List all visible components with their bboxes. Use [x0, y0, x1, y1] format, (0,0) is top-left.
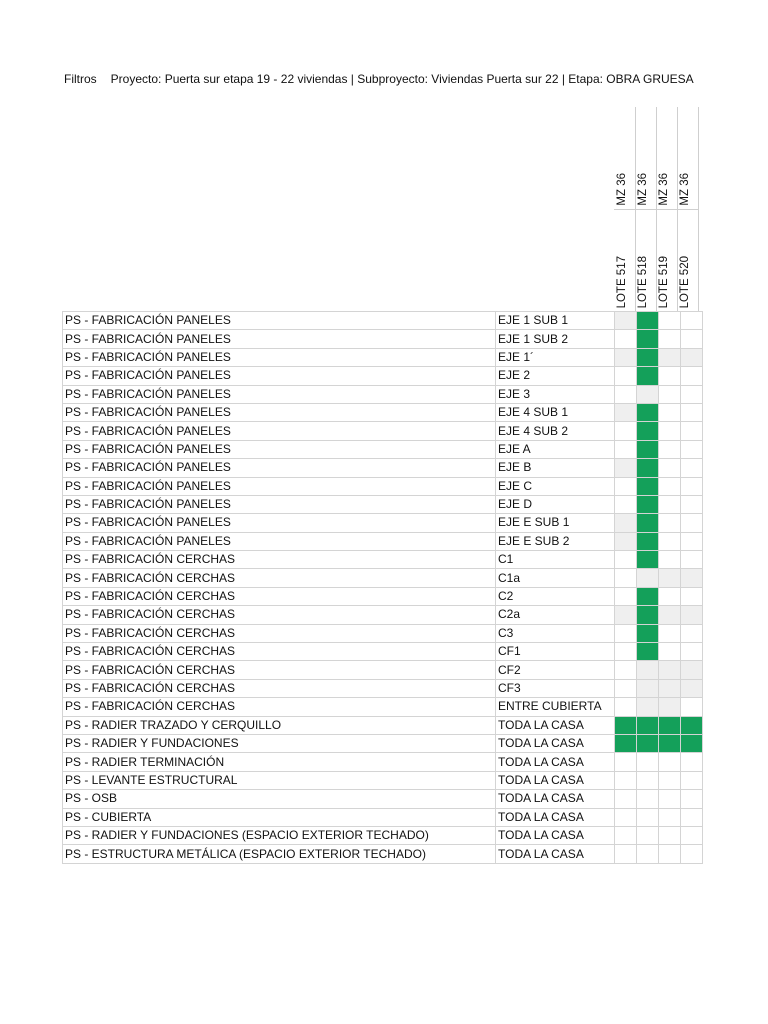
filters-text: Proyecto: Puerta sur etapa 19 - 22 viviendas | Subproyecto: Viviendas Puerta sur 22 | Etapa: OBRA GRUESA: [110, 72, 694, 86]
table-row: [63, 385, 703, 403]
activity-cell: PS - FABRICACIÓN PANELES: [63, 403, 496, 421]
status-cell: [615, 845, 637, 863]
status-cell: [681, 587, 703, 605]
status-cell: [659, 422, 681, 440]
status-cell: [659, 532, 681, 550]
element-cell: C2: [496, 587, 615, 605]
status-cell: [637, 422, 659, 440]
table-row: [63, 845, 703, 863]
activity-cell: PS - RADIER TERMINACIÓN: [63, 753, 496, 771]
element-cell: C3: [496, 624, 615, 642]
status-cell: [615, 734, 637, 752]
element-cell: EJE D: [496, 495, 615, 513]
element-cell: C1: [496, 551, 615, 569]
status-cell: [615, 330, 637, 348]
status-cell: [659, 403, 681, 421]
lote-cell: [677, 210, 698, 311]
table-row: [63, 808, 703, 826]
column-header: [656, 107, 678, 311]
status-cell: [681, 771, 703, 789]
status-cell: [637, 348, 659, 366]
element-cell: EJE 4 SUB 2: [496, 422, 615, 440]
status-cell: [615, 459, 637, 477]
activity-cell: PS - FABRICACIÓN CERCHAS: [63, 698, 496, 716]
table-row: [63, 348, 703, 366]
element-cell: EJE 2: [496, 367, 615, 385]
element-cell: EJE 1´: [496, 348, 615, 366]
status-cell: [659, 716, 681, 734]
activity-cell: PS - FABRICACIÓN PANELES: [63, 477, 496, 495]
activity-cell: PS - FABRICACIÓN PANELES: [63, 330, 496, 348]
table-row: [63, 440, 703, 458]
table-row: [63, 551, 703, 569]
element-cell: TODA LA CASA: [496, 716, 615, 734]
status-cell: [659, 348, 681, 366]
table-row: [63, 422, 703, 440]
status-cell: [637, 661, 659, 679]
table-row: [63, 679, 703, 697]
lote-label: LOTE 520: [679, 255, 691, 308]
table-row: [63, 753, 703, 771]
status-cell: [637, 330, 659, 348]
element-cell: C2a: [496, 606, 615, 624]
status-cell: [637, 679, 659, 697]
status-cell: [659, 624, 681, 642]
status-cell: [637, 514, 659, 532]
status-cell: [681, 569, 703, 587]
status-cell: [659, 367, 681, 385]
status-cell: [615, 477, 637, 495]
status-cell: [681, 532, 703, 550]
status-cell: [637, 312, 659, 330]
status-cell: [681, 753, 703, 771]
status-cell: [681, 624, 703, 642]
status-cell: [637, 587, 659, 605]
table-row: [63, 477, 703, 495]
element-cell: CF3: [496, 679, 615, 697]
element-cell: TODA LA CASA: [496, 808, 615, 826]
activity-cell: PS - CUBIERTA: [63, 808, 496, 826]
activity-cell: PS - RADIER TRAZADO Y CERQUILLO: [63, 716, 496, 734]
status-cell: [681, 661, 703, 679]
status-cell: [681, 367, 703, 385]
element-cell: EJE 1 SUB 1: [496, 312, 615, 330]
status-cell: [637, 569, 659, 587]
table-row: [63, 459, 703, 477]
status-cell: [681, 606, 703, 624]
status-cell: [681, 385, 703, 403]
status-cell: [637, 698, 659, 716]
element-cell: EJE E SUB 2: [496, 532, 615, 550]
mz-cell: [614, 107, 635, 210]
element-cell: CF2: [496, 661, 615, 679]
element-cell: TODA LA CASA: [496, 734, 615, 752]
status-cell: [681, 826, 703, 844]
status-cell: [615, 661, 637, 679]
mz-label: MZ 36: [658, 173, 670, 206]
status-cell: [659, 312, 681, 330]
status-cell: [637, 643, 659, 661]
activity-cell: PS - FABRICACIÓN PANELES: [63, 532, 496, 550]
status-cell: [615, 643, 637, 661]
table-row: [63, 643, 703, 661]
status-cell: [681, 790, 703, 808]
status-cell: [637, 734, 659, 752]
status-cell: [681, 495, 703, 513]
table-row: [63, 532, 703, 550]
mz-cell: [635, 107, 656, 210]
table-row: [63, 624, 703, 642]
status-cell: [615, 385, 637, 403]
table-row: [63, 367, 703, 385]
status-cell: [659, 643, 681, 661]
status-cell: [637, 385, 659, 403]
status-cell: [615, 587, 637, 605]
activity-cell: PS - FABRICACIÓN CERCHAS: [63, 569, 496, 587]
status-cell: [659, 385, 681, 403]
status-cell: [659, 440, 681, 458]
status-cell: [659, 698, 681, 716]
element-cell: EJE 4 SUB 1: [496, 403, 615, 421]
column-header: [614, 107, 636, 311]
element-cell: ENTRE CUBIERTA: [496, 698, 615, 716]
activity-cell: PS - ESTRUCTURA METÁLICA (ESPACIO EXTERIOR TECHADO): [63, 845, 496, 863]
lote-cell: [614, 210, 635, 311]
activity-cell: PS - FABRICACIÓN CERCHAS: [63, 551, 496, 569]
status-cell: [681, 422, 703, 440]
table-row: [63, 495, 703, 513]
element-cell: C1a: [496, 569, 615, 587]
status-cell: [681, 440, 703, 458]
status-cell: [615, 826, 637, 844]
status-cell: [615, 606, 637, 624]
element-cell: EJE 1 SUB 2: [496, 330, 615, 348]
status-cell: [659, 790, 681, 808]
activity-cell: PS - RADIER Y FUNDACIONES: [63, 734, 496, 752]
mz-label: MZ 36: [637, 173, 649, 206]
status-cell: [615, 753, 637, 771]
status-cell: [615, 514, 637, 532]
status-cell: [681, 551, 703, 569]
table-row: [63, 698, 703, 716]
lote-label: LOTE 518: [637, 255, 649, 308]
status-cell: [637, 716, 659, 734]
activity-cell: PS - FABRICACIÓN CERCHAS: [63, 606, 496, 624]
status-cell: [637, 624, 659, 642]
status-cell: [637, 845, 659, 863]
status-cell: [681, 808, 703, 826]
progress-table: [62, 311, 703, 864]
element-cell: EJE B: [496, 459, 615, 477]
status-cell: [659, 587, 681, 605]
table-row: [63, 771, 703, 789]
table-row: [63, 661, 703, 679]
status-cell: [659, 845, 681, 863]
activity-cell: PS - OSB: [63, 790, 496, 808]
status-cell: [659, 679, 681, 697]
mz-label: MZ 36: [679, 173, 691, 206]
activity-cell: PS - FABRICACIÓN PANELES: [63, 385, 496, 403]
lote-cell: [656, 210, 677, 311]
element-cell: EJE C: [496, 477, 615, 495]
element-cell: TODA LA CASA: [496, 753, 615, 771]
lote-label: LOTE 519: [658, 255, 670, 308]
status-cell: [637, 771, 659, 789]
activity-cell: PS - FABRICACIÓN CERCHAS: [63, 661, 496, 679]
status-cell: [615, 790, 637, 808]
status-cell: [681, 514, 703, 532]
status-cell: [681, 643, 703, 661]
table-row: [63, 514, 703, 532]
table-row: [63, 569, 703, 587]
status-cell: [615, 679, 637, 697]
table-row: [63, 403, 703, 421]
status-cell: [615, 367, 637, 385]
status-cell: [637, 753, 659, 771]
table-row: [63, 790, 703, 808]
activity-cell: PS - LEVANTE ESTRUCTURAL: [63, 771, 496, 789]
table-row: [63, 716, 703, 734]
status-cell: [615, 348, 637, 366]
filters-label: Filtros: [64, 72, 97, 86]
status-cell: [659, 514, 681, 532]
activity-cell: PS - FABRICACIÓN PANELES: [63, 495, 496, 513]
activity-cell: PS - FABRICACIÓN PANELES: [63, 440, 496, 458]
element-cell: TODA LA CASA: [496, 790, 615, 808]
table-row: [63, 587, 703, 605]
status-cell: [637, 477, 659, 495]
status-cell: [659, 459, 681, 477]
activity-cell: PS - FABRICACIÓN PANELES: [63, 312, 496, 330]
status-cell: [615, 808, 637, 826]
table-row: [63, 330, 703, 348]
status-cell: [615, 716, 637, 734]
status-cell: [615, 422, 637, 440]
status-cell: [615, 440, 637, 458]
status-cell: [681, 679, 703, 697]
status-cell: [637, 808, 659, 826]
status-cell: [681, 698, 703, 716]
status-cell: [637, 606, 659, 624]
filter-bar: [64, 70, 698, 88]
status-cell: [681, 477, 703, 495]
activity-cell: PS - FABRICACIÓN CERCHAS: [63, 679, 496, 697]
status-cell: [615, 495, 637, 513]
status-cell: [637, 790, 659, 808]
status-cell: [681, 348, 703, 366]
table-row: [63, 826, 703, 844]
status-cell: [681, 403, 703, 421]
element-cell: EJE A: [496, 440, 615, 458]
activity-cell: PS - FABRICACIÓN PANELES: [63, 367, 496, 385]
status-cell: [681, 459, 703, 477]
table-row: [63, 312, 703, 330]
lote-label: LOTE 517: [616, 255, 628, 308]
activity-cell: PS - RADIER Y FUNDACIONES (ESPACIO EXTERIOR TECHADO): [63, 826, 496, 844]
status-cell: [637, 440, 659, 458]
status-cell: [637, 403, 659, 421]
status-cell: [681, 312, 703, 330]
status-cell: [637, 495, 659, 513]
status-cell: [615, 532, 637, 550]
activity-cell: PS - FABRICACIÓN PANELES: [63, 514, 496, 532]
status-cell: [615, 312, 637, 330]
status-cell: [659, 606, 681, 624]
status-cell: [637, 551, 659, 569]
element-cell: EJE 3: [496, 385, 615, 403]
mz-label: MZ 36: [616, 173, 628, 206]
status-cell: [615, 698, 637, 716]
table-row: [63, 606, 703, 624]
status-cell: [637, 459, 659, 477]
column-header: [677, 107, 699, 311]
element-cell: TODA LA CASA: [496, 771, 615, 789]
mz-cell: [656, 107, 677, 210]
status-cell: [637, 826, 659, 844]
status-cell: [659, 808, 681, 826]
activity-cell: PS - FABRICACIÓN PANELES: [63, 348, 496, 366]
table-row: [63, 734, 703, 752]
column-header: [635, 107, 657, 311]
status-cell: [659, 826, 681, 844]
status-cell: [659, 771, 681, 789]
status-cell: [659, 734, 681, 752]
status-cell: [681, 845, 703, 863]
element-cell: EJE E SUB 1: [496, 514, 615, 532]
lote-cell: [635, 210, 656, 311]
status-cell: [637, 367, 659, 385]
status-cell: [659, 551, 681, 569]
status-cell: [681, 734, 703, 752]
activity-cell: PS - FABRICACIÓN PANELES: [63, 422, 496, 440]
status-cell: [615, 551, 637, 569]
element-cell: TODA LA CASA: [496, 826, 615, 844]
status-cell: [659, 569, 681, 587]
status-cell: [681, 716, 703, 734]
activity-cell: PS - FABRICACIÓN CERCHAS: [63, 643, 496, 661]
status-cell: [659, 477, 681, 495]
status-cell: [615, 569, 637, 587]
status-cell: [615, 624, 637, 642]
status-cell: [659, 330, 681, 348]
element-cell: CF1: [496, 643, 615, 661]
status-cell: [659, 753, 681, 771]
mz-cell: [677, 107, 698, 210]
status-cell: [681, 330, 703, 348]
status-cell: [637, 532, 659, 550]
status-cell: [659, 661, 681, 679]
activity-cell: PS - FABRICACIÓN PANELES: [63, 459, 496, 477]
element-cell: TODA LA CASA: [496, 845, 615, 863]
activity-cell: PS - FABRICACIÓN CERCHAS: [63, 624, 496, 642]
activity-cell: PS - FABRICACIÓN CERCHAS: [63, 587, 496, 605]
status-cell: [659, 495, 681, 513]
status-cell: [615, 403, 637, 421]
status-cell: [615, 771, 637, 789]
